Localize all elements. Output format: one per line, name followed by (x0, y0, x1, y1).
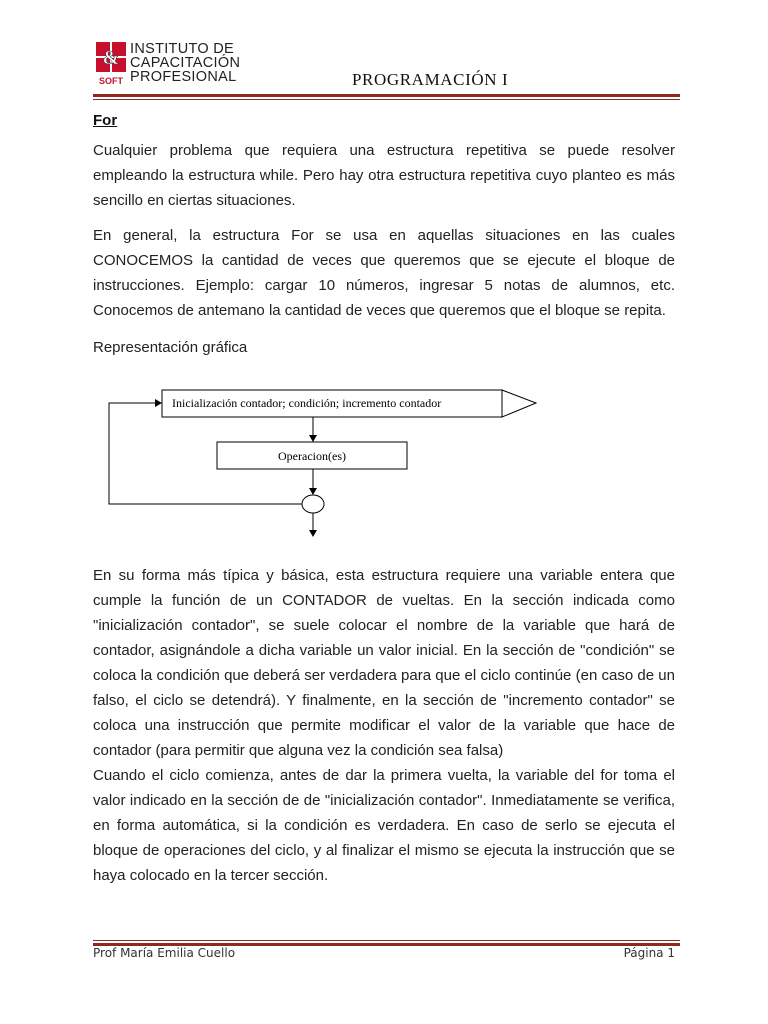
logo-line-3: PROFESIONAL (130, 69, 237, 85)
paragraph-3-container (93, 563, 675, 888)
header-rule-thin (93, 99, 680, 100)
logo-wordmark (130, 42, 240, 84)
paragraph-1: Cualquier problema que requiera una estructura repetitiva se puede resolver empleando la estructura while. Pero hay otra estructura repetitiva cuyo planteo es más sencillo en ciertas situaciones. (93, 142, 675, 209)
paragraph-4: Cuando el ciclo comienza, antes de dar la primera vuelta, la variable del for toma el valor indicado en la sección de de "inicialización contador". Inmediatamente se verifica, en forma automática, si la condición es verdadera. En caso de serlo se ejecuta el bloque de operaciones del ciclo, y al finalizar el mismo se ejecuta la instrucción que se haya colocado en la tercer sección. (93, 767, 675, 884)
paragraph-2-container (93, 223, 675, 323)
flow-arrowhead-3 (309, 530, 317, 537)
footer-author: Prof María Emilia Cuello (93, 946, 236, 960)
paragraph-1-container (93, 138, 675, 213)
flow-arrowhead-2 (309, 488, 317, 495)
logo-mark-icon (96, 42, 128, 86)
for-header-label: Inicialización contador; condición; incremento contador (172, 396, 442, 410)
paragraph-2: En general, la estructura For se usa en aquellas situaciones en las cuales CONOCEMOS la cantidad de veces que queremos que se ejecute el bloque de instrucciones. Ejemplo: cargar 10 números, ingresar 5 notas de alumnos, etc. Conocemos de antemano la cantidad de veces que queremos que el bloque se repita. (93, 227, 675, 319)
page-title: PROGRAMACIÓN I (352, 70, 509, 89)
graph-label: Representación gráfica (93, 339, 248, 356)
graph-label-container (93, 335, 675, 360)
loop-back-arrowhead (155, 399, 162, 407)
footer-rule-thin (93, 940, 680, 941)
footer-page-number: Página 1 (623, 946, 675, 960)
svg-text:&: & (102, 47, 120, 69)
paragraph-3: En su forma más típica y básica, esta estructura requiere una variable entera que cumple la función de un CONTADOR de vueltas. En la sección indicada como "inicialización contador", se suele colocar el nombre de la variable que hará de contador, asignándole a dicha variable un valor inicial. En la sección de "condición" se coloca la condición que deberá ser verdadera para que el ciclo continúe (en caso de un falso, el ciclo se detendrá). Y finalmente, en la sección de "incremento contador" se coloca una instrucción que permite modificar el valor de la variable que hace de contador (para permitir que alguna vez la condición sea falsa) (93, 567, 675, 759)
institute-logo (96, 42, 246, 90)
header-rule-thick (93, 94, 680, 97)
logo-line-2: CAPACITACIÓN (130, 55, 241, 71)
flow-arrowhead-1 (309, 435, 317, 442)
for-flow-diagram (100, 380, 560, 545)
logo-line-1: INSTITUTO DE (130, 41, 235, 57)
section-heading: For (93, 112, 118, 129)
logo-soft-text: SOFT (99, 76, 123, 86)
for-header-arrowhead (502, 390, 536, 417)
operation-label: Operacion(es) (278, 449, 346, 463)
connector-oval (302, 495, 324, 513)
